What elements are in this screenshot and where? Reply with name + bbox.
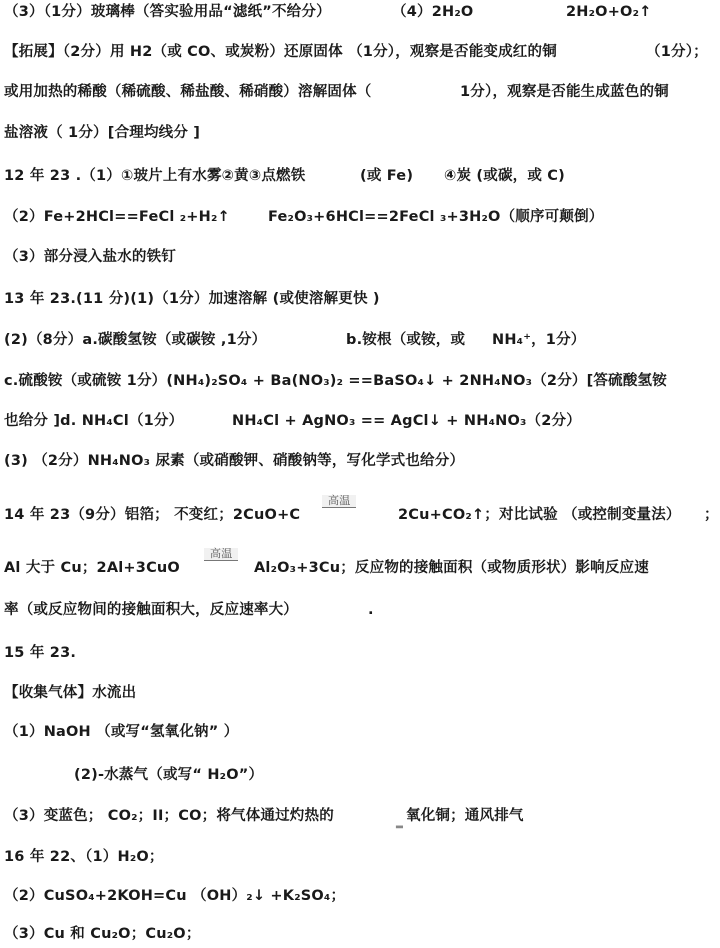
line-19-part-1: (2)-水蒸气（或写“ H₂O”）: [74, 767, 264, 783]
line-6-part-1: （2）Fe+2HCl==FeCl ₂+H₂↑: [4, 209, 230, 225]
line-21-part-1: 16 年 22、（1）H₂O；: [4, 849, 164, 865]
line-10-part-1: c.硫酸铵（或硫铵 1分）(NH₄)₂SO₄ + Ba(NO₃)₂ ==BaSO₄↓ + 2NH₄NO₃（2分）[答硫酸氢铵: [4, 373, 667, 389]
line-5-part-3: ④炭 (或碳，或 C): [444, 168, 565, 184]
line-6-part-2: Fe₂O₃+6HCl==2FeCl ₃+3H₂O（顺序可颠倒）: [268, 209, 604, 225]
line-8-part-1: 13 年 23.(11 分)(1)（1分）加速溶解 (或使溶解更快 ): [4, 291, 380, 307]
line-13-part-2: 2Cu+CO₂↑；对比试验 （或控制变量法）: [398, 507, 681, 523]
line-3-part-2: 1分），观察是否能生成蓝色的铜: [460, 84, 669, 100]
line-11-part-2: NH₄Cl + AgNO₃ == AgCl↓ + NH₄NO₃（2分）: [232, 413, 581, 429]
line-1-part-3: 2H₂O+O₂↑: [566, 4, 652, 20]
line-20-part-2: 氧化铜；通风排气: [406, 808, 524, 824]
line-12-part-1: (3) （2分）NH₄NO₃ 尿素（或硝酸钾、硝酸钠等，写化学式也给分）: [4, 453, 465, 469]
line-18-part-1: （1）NaOH （或写“氢氧化钠” ）: [4, 724, 239, 740]
line-14-part-1: Al 大于 Cu；2Al+3CuO: [4, 560, 180, 576]
line-5-part-2: (或 Fe): [360, 168, 414, 184]
line-7-part-1: （3）部分浸入盐水的铁钉: [4, 249, 176, 265]
line-2-part-2: （1分）；: [646, 44, 708, 60]
line-1-part-1: （3）（1分）玻璃棒（答实验用品“滤纸”不给分）: [4, 4, 331, 20]
line-3-part-1: 或用加热的稀酸（稀硫酸、稀盐酸、稀硝酸）溶解固体（: [4, 84, 372, 100]
line-1-part-2: （4）2H₂O: [392, 4, 474, 20]
line-22-part-1: （2）CuSO₄+2KOH=Cu （OH）₂↓ +K₂SO₄；: [4, 888, 346, 904]
line-2-part-1: 【拓展】（2分）用 H2（或 CO、或炭粉）还原固体 （1分），观察是否能变成红的铜: [4, 44, 557, 60]
line-14-part-2: Al₂O₃+3Cu；反应物的接触面积（或物质形状）影响反应速: [254, 560, 649, 576]
reaction-condition-1: 高温: [322, 495, 356, 508]
stray-mark: ▂: [396, 819, 404, 829]
line-5-part-1: 12 年 23 .（1）①玻片上有水雾②黄③点燃铁: [4, 168, 306, 184]
line-20-part-1: （3）变蓝色； CO₂；II；CO；将气体通过灼热的: [4, 808, 334, 824]
line-9-part-3: NH₄⁺，1分）: [492, 332, 586, 348]
line-9-part-1: (2)（8分）a.碳酸氢铵（或碳铵 ,1分）: [4, 332, 267, 348]
line-9-part-2: b.铵根（或铵，或: [346, 332, 466, 348]
line-15-part-1: 率（或反应物间的接触面积大，反应速率大）: [4, 602, 298, 618]
line-16-part-1: 15 年 23.: [4, 645, 77, 661]
line-13-part-1: 14 年 23（9分）铝箔； 不变红；2CuO+C: [4, 507, 301, 523]
line-13-part-3: ；: [704, 507, 719, 523]
line-11-part-1: 也给分 ]d. NH₄Cl（1分）: [4, 413, 184, 429]
line-23-part-1: （3）Cu 和 Cu₂O；Cu₂O；: [4, 926, 201, 942]
line-15-part-2: .: [368, 602, 374, 618]
reaction-condition-2: 高温: [204, 548, 238, 561]
line-4-part-1: 盐溶液（ 1分）[合理均线分 ]: [4, 125, 201, 141]
line-17-part-1: 【收集气体】水流出: [4, 685, 137, 701]
